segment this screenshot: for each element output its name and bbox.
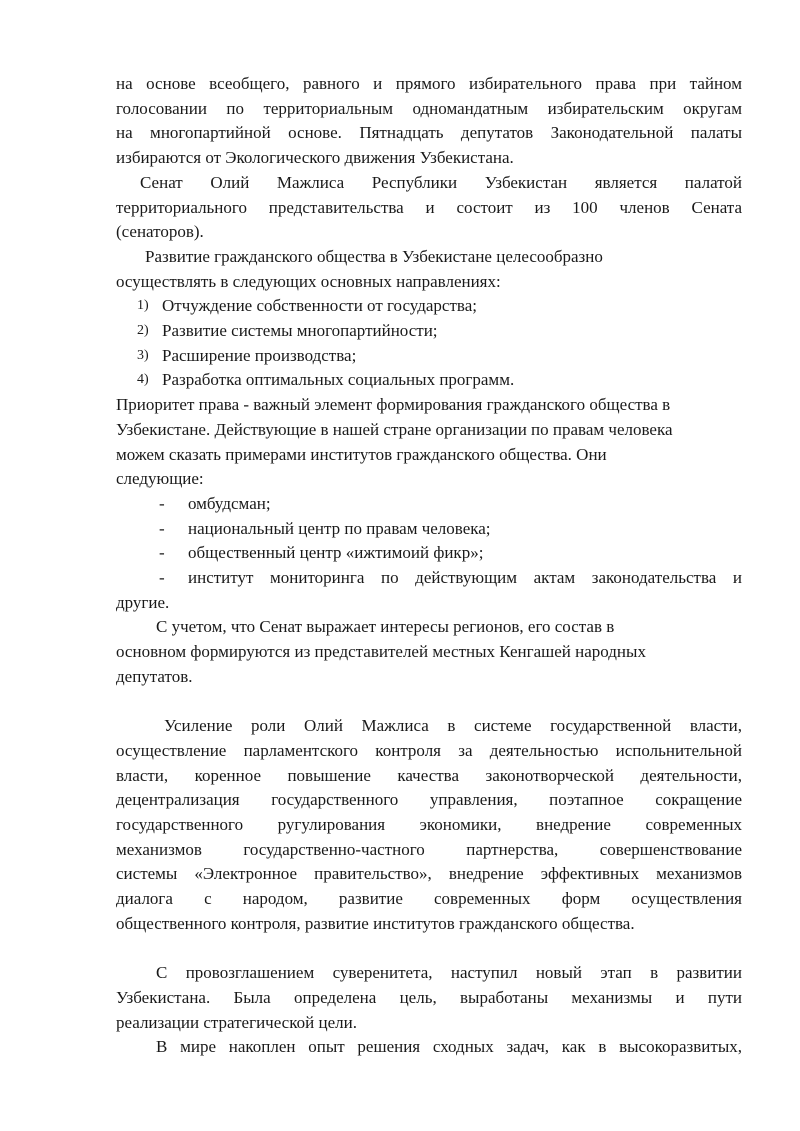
paragraph-senate — [116, 171, 742, 245]
paragraph-elections — [116, 72, 742, 171]
list-item — [116, 344, 742, 369]
list-number: 4) — [137, 372, 149, 388]
text-line: осуществление парламентского контроля за деятельностью испольнительной — [116, 740, 742, 760]
list-text: Развитие системы многопартийности; — [162, 321, 438, 341]
text-line: механизмов государственно-частного партнерства, совершенствование — [116, 839, 742, 859]
list-dash: - — [159, 568, 165, 588]
list-item — [116, 517, 742, 542]
text-line: на основе всеобщего, равного и прямого избирательного права при тайном — [116, 74, 742, 93]
list-dash: - — [159, 518, 165, 538]
text-line: реализации стратегической цели. — [116, 1012, 357, 1032]
list-text: Расширение производства; — [162, 345, 357, 365]
list-item — [116, 368, 742, 393]
text-line: Приоритет права - важный элемент формирования гражданского общества в — [116, 395, 671, 415]
list-text: омбудсман; — [188, 493, 271, 513]
paragraph-senate-composition — [116, 615, 742, 689]
list-item — [116, 294, 742, 319]
text-line: следующие: — [116, 469, 204, 489]
text-line: государственного ругулирования экономики, внедрение современных — [116, 815, 742, 835]
text-line: депутатов. — [116, 666, 193, 686]
list-text: общественный центр «ижтимоий фикр»; — [188, 543, 484, 563]
paragraph-gap — [116, 690, 742, 715]
paragraph-civil-society — [116, 245, 742, 294]
text-line: общественного контроля, развитие институтов гражданского общества. — [116, 913, 635, 933]
list-text: Разработка оптимальных социальных программ. — [162, 370, 515, 390]
dash-list — [116, 492, 742, 616]
text-line: системы «Электронное правительство», внедрение эффективных механизмов — [116, 864, 742, 884]
paragraph-sovereignty — [116, 961, 742, 1035]
list-number: 1) — [137, 298, 149, 314]
text-line: Узбекистане. Действующие в нашей стране организации по правам человека — [116, 419, 673, 439]
paragraph-parliament-role — [116, 714, 742, 936]
paragraph-rule-of-law — [116, 393, 742, 492]
text-line: диалога с народом, развитие современных форм осуществления — [116, 889, 742, 909]
document-page — [116, 72, 742, 1060]
text-line: децентрализация государственного управления, поэтапное сокращение — [116, 790, 742, 810]
text-line: основном формируются из представителей местных Кенгашей народных — [116, 642, 646, 662]
list-text: институт мониторинга по действующим актам законодательства и — [188, 568, 742, 588]
numbered-list — [116, 294, 742, 393]
text-line: избираются от Экологического движения Узбекистана. — [116, 148, 514, 168]
text-line: на многопартийной основе. Пятнадцать депутатов Законодательной палаты — [116, 123, 742, 143]
text-line: С провозглашением суверенитета, наступил новый этап в развитии — [156, 963, 742, 983]
list-item — [116, 566, 742, 591]
text-line: можем сказать примерами институтов гражданского общества. Они — [116, 444, 607, 464]
text-line: территориального представительства и состоит из 100 членов Сената — [116, 197, 742, 217]
paragraph-world-experience — [116, 1035, 742, 1060]
text-line: Развитие гражданского общества в Узбекистане целесообразно — [145, 246, 603, 266]
list-item — [116, 541, 742, 566]
text-line: власти, коренное повышение качества законотворческой деятельности, — [116, 765, 742, 785]
text-line: другие. — [116, 592, 170, 612]
list-text: национальный центр по правам человека; — [188, 518, 491, 538]
list-text: Отчуждение собственности от государства; — [162, 296, 477, 316]
text-line: (сенаторов). — [116, 222, 204, 242]
list-item — [116, 319, 742, 344]
text-line: Сенат Олий Мажлиса Республики Узбекистан является палатой — [140, 172, 742, 192]
text-line: голосовании по территориальным одномандатным избирательским округам — [116, 98, 742, 118]
text-line: В мире накоплен опыт решения сходных задач, как в высокоразвитых, — [156, 1037, 742, 1057]
paragraph-gap — [116, 937, 742, 962]
text-line: С учетом, что Сенат выражает интересы регионов, его состав в — [156, 617, 615, 637]
list-item — [116, 492, 742, 517]
list-number: 3) — [137, 347, 149, 363]
list-number: 2) — [137, 323, 149, 339]
text-line: осуществлять в следующих основных направлениях: — [116, 271, 501, 291]
list-dash: - — [159, 543, 165, 563]
list-dash: - — [159, 493, 165, 513]
text-line: Усиление роли Олий Мажлиса в системе государственной власти, — [164, 716, 742, 736]
text-line: Узбекистана. Была определена цель, выработаны механизмы и пути — [116, 987, 742, 1007]
